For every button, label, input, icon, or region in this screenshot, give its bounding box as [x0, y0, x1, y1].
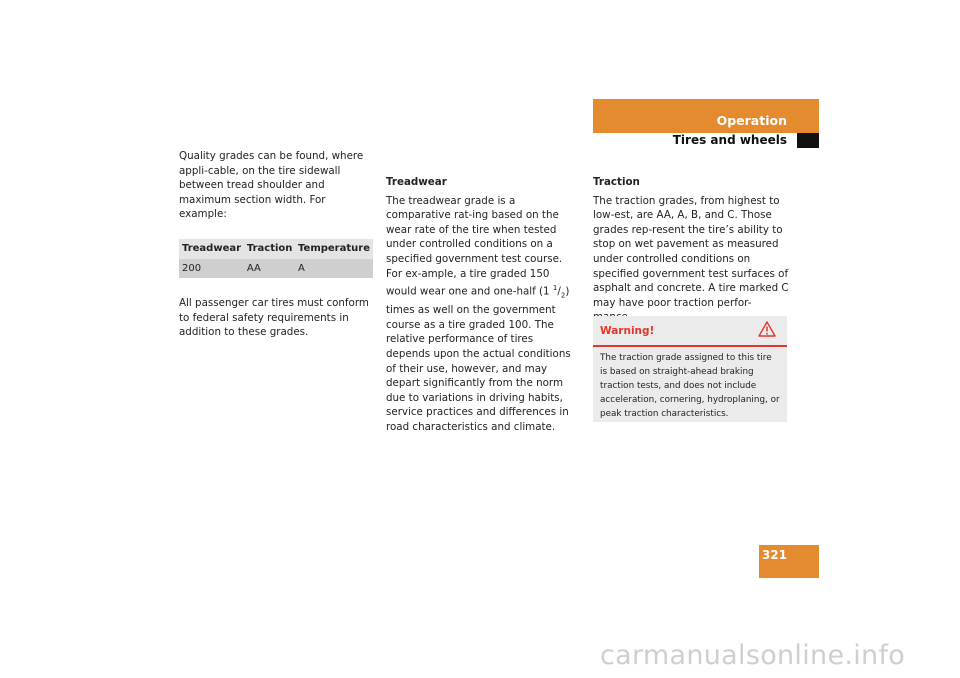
warning-triangle-icon [758, 321, 776, 337]
section-title: Operation [716, 113, 787, 128]
fraction-denominator: 2 [560, 291, 566, 300]
treadwear-paragraph: The treadwear grade is a comparative rat-ing based on the wear rate of the tire when tested under controlled conditions on a specified government test course. For ex-ample, a tire graded 150 would wear one and one-half (1 $^1/_2$) times as well on the government course as a tire graded 100. The relative performance of tires depends upon the actual conditions of their use, however, and may depart significantly from the norm due to variations in driving habits, service practices and differences in road characteristics and climate. [386, 194, 571, 433]
page-number-box [759, 545, 819, 578]
traction-heading: Traction [593, 176, 640, 188]
section-header-bar [593, 99, 819, 133]
table-cell: 200 [179, 259, 244, 278]
column-3 [593, 175, 789, 325]
treadwear-text-before: The treadwear grade is a comparative rat-ing based on the wear rate of the tire when tested under controlled conditions on a specified government test course. For ex-ample, a tire graded 150 would wear one and one-half (1 [386, 194, 563, 298]
intro-paragraph: Quality grades can be found, where appli-cable, on the tire sidewall between tread shoulder and maximum section width. For example: [179, 150, 364, 221]
watermark: carmanualsonline.info [600, 640, 906, 671]
column-2 [386, 175, 580, 435]
quality-grade-table [179, 239, 373, 278]
header-marker [797, 133, 819, 148]
table-header-cell: Treadwear [179, 239, 244, 259]
table-header-row [179, 239, 373, 259]
subsection-title: Tires and wheels [672, 133, 787, 147]
table-header-cell: Temperature [295, 239, 373, 259]
fraction-numerator: 1 [552, 284, 558, 293]
table-row [179, 259, 373, 278]
table-cell: A [295, 259, 373, 278]
treadwear-text-after: ) times as well on the government course as a tire graded 100. The relative performance of tires depends upon the actual conditions of their use, however, and may depart significantly from the norm due to variations in driving habits, service practices and differences in road characteristics and climate. [386, 285, 571, 433]
warning-text: The traction grade assigned to this tire is based on straight-ahead braking traction tests, and does not include acceleration, cornering, hydroplaning, or peak traction characteristics. [600, 353, 780, 419]
warning-box [593, 316, 787, 422]
traction-paragraph: The traction grades, from highest to low-est, are AA, A, B, and C. Those grades rep-resent the tire’s ability to stop on wet pavement as measured under controlled conditions on specified government test surfaces of asphalt and concrete. A tire marked C may have poor traction perfor- [593, 194, 789, 309]
page-number: 321 [761, 548, 787, 562]
table-cell: AA [244, 259, 295, 278]
treadwear-heading: Treadwear [386, 176, 447, 188]
closing-paragraph: All passenger car tires must conform to federal safety requirements in addition to these grades. [179, 296, 369, 339]
warning-header [593, 316, 787, 347]
warning-title: Warning! [600, 325, 655, 337]
table-header-cell: Traction [244, 239, 295, 259]
